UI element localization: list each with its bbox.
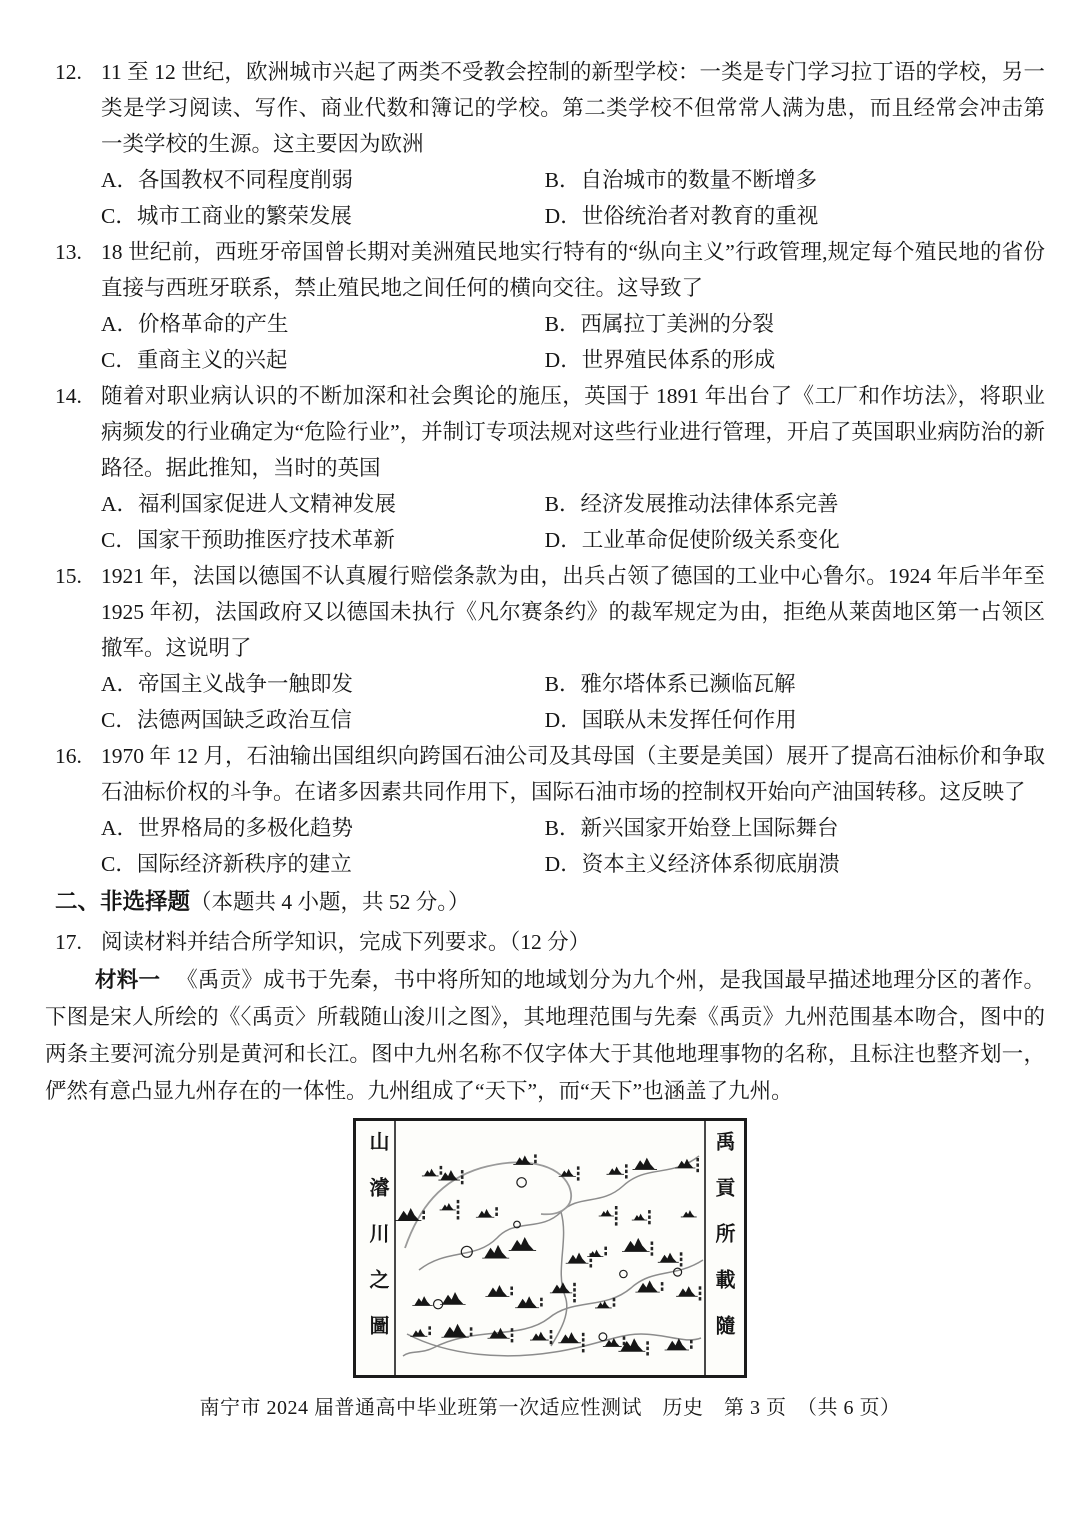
question-15-number: 15.	[55, 564, 82, 588]
question-16-stem: 1970 年 12 月，石油输出国组织向跨国石油公司及其母国（主要是美国）展开了提高石油标价和争取石油标价权的斗争。在诸多因素共同作用下，国际石油市场的控制权开始向产油国转移。这反映了	[101, 744, 1045, 804]
question-16-options	[101, 810, 1045, 882]
question-16	[55, 738, 1045, 882]
question-16-option-b: B．新兴国家开始登上国际舞台	[544, 816, 839, 840]
question-14-option-c: C．国家干预助推医疗技术革新	[101, 528, 395, 552]
map-canvas	[353, 1118, 747, 1378]
question-15-options	[101, 666, 1045, 738]
question-12-options	[101, 162, 1045, 234]
section-2-title: 二、非选择题	[55, 889, 191, 914]
question-15-option-a: A．帝国主义战争一触即发	[101, 672, 354, 696]
question-14-option-a: A．福利国家促进人文精神发展	[101, 492, 397, 516]
question-15-stem: 1921 年，法国以德国不认真履行赔偿条款为由，出兵占领了德国的工业中心鲁尔。1924 年后半年至 1925 年初，法国政府又以德国未执行《凡尔赛条约》的裁军规定为由，拒绝从莱茵地区第一占领区撤军。这说明了	[101, 564, 1045, 660]
question-13-stem: 18 世纪前，西班牙帝国曾长期对美洲殖民地实行特有的“纵向主义”行政管理,规定每个殖民地的省份直接与西班牙联系，禁止殖民地之间任何的横向交往。这导致了	[101, 240, 1045, 300]
question-14-options	[101, 486, 1045, 558]
question-15-option-c: C．法德两国缺乏政治互信	[101, 708, 352, 732]
question-12-option-b: B．自治城市的数量不断增多	[544, 168, 818, 192]
section-2-header	[55, 882, 1045, 922]
question-16-number: 16.	[55, 744, 82, 768]
question-16-option-d: D．资本主义经济体系彻底崩溃	[544, 852, 840, 876]
question-16-option-c: C．国际经济新秩序的建立	[101, 852, 352, 876]
question-17	[55, 922, 1045, 962]
question-12	[55, 54, 1045, 234]
question-13-option-b: B．西属拉丁美洲的分裂	[544, 312, 775, 336]
question-14	[55, 378, 1045, 558]
map-figure-wrap	[55, 1118, 1045, 1378]
question-14-number: 14.	[55, 384, 82, 408]
material-label: 材料一	[95, 968, 161, 992]
yugong-map-figure	[353, 1118, 747, 1378]
material-text: 《禹贡》成书于先秦，书中将所知的地域划分为九个州，是我国最早描述地理分区的著作。下图是宋人所绘的《〈禹贡〉所载随山浚川之图》，其地理范围与先秦《禹贡》九州范围基本吻合，图中的两条主要河流分别是黄河和长江。图中九州名称不仅字体大于其他地理事物的名称，且标注也整齐划一，俨然有意凸显九州存在的一体性。九州组成了“天下”，而“天下”也涵盖了九州。	[45, 968, 1045, 1103]
question-14-body	[101, 378, 1045, 558]
section-2-note: （本题共 4 小题，共 52 分。）	[190, 890, 470, 914]
question-15-body	[101, 558, 1045, 738]
question-13-body	[101, 234, 1045, 378]
question-13	[55, 234, 1045, 378]
question-12-number: 12.	[55, 60, 82, 84]
map-title-right-column: 禹貢所載隨	[712, 1131, 734, 1361]
question-12-option-d: D．世俗统治者对教育的重视	[544, 204, 819, 228]
question-13-options	[101, 306, 1045, 378]
question-14-stem: 随着对职业病认识的不断加深和社会舆论的施压，英国于 1891 年出台了《工厂和作坊法》，将职业病频发的行业确定为“危险行业”，并制订专项法规对这些行业进行管理，开启了英国职业病防治的新路径。据此推知，当时的英国	[101, 384, 1045, 480]
question-12-option-c: C．城市工商业的繁荣发展	[101, 204, 352, 228]
question-13-option-a: A．价格革命的产生	[101, 312, 289, 336]
question-16-option-a: A．世界格局的多极化趋势	[101, 816, 354, 840]
question-17-text: 阅读材料并结合所学知识，完成下列要求。（12 分）	[101, 930, 591, 954]
material-paragraph	[45, 962, 1045, 1110]
question-15	[55, 558, 1045, 738]
question-13-option-c: C．重商主义的兴起	[101, 348, 288, 372]
question-17-number: 17.	[55, 930, 82, 954]
question-12-body	[101, 54, 1045, 234]
question-15-option-b: B．雅尔塔体系已濒临瓦解	[544, 672, 796, 696]
question-14-option-d: D．工业革命促使阶级关系变化	[544, 528, 840, 552]
question-15-option-d: D．国联从未发挥任何作用	[544, 708, 797, 732]
question-13-option-d: D．世界殖民体系的形成	[544, 348, 776, 372]
question-16-body	[101, 738, 1045, 882]
page-footer: 南宁市 2024 届普通高中毕业班第一次适应性测试 历史 第 3 页 （共 6 页）	[199, 1397, 901, 1419]
question-14-option-b: B．经济发展推动法律体系完善	[544, 492, 839, 516]
question-12-stem: 11 至 12 世纪，欧洲城市兴起了两类不受教会控制的新型学校：一类是专门学习拉丁语的学校，另一类是学习阅读、写作、商业代数和簿记的学校。第二类学校不但常常人满为患，而且经常会冲击第一类学校的生源。这主要因为欧洲	[101, 60, 1045, 156]
question-13-number: 13.	[55, 240, 82, 264]
map-title-left-column: 山濬川之圖	[366, 1131, 388, 1361]
question-12-option-a: A．各国教权不同程度削弱	[101, 168, 354, 192]
